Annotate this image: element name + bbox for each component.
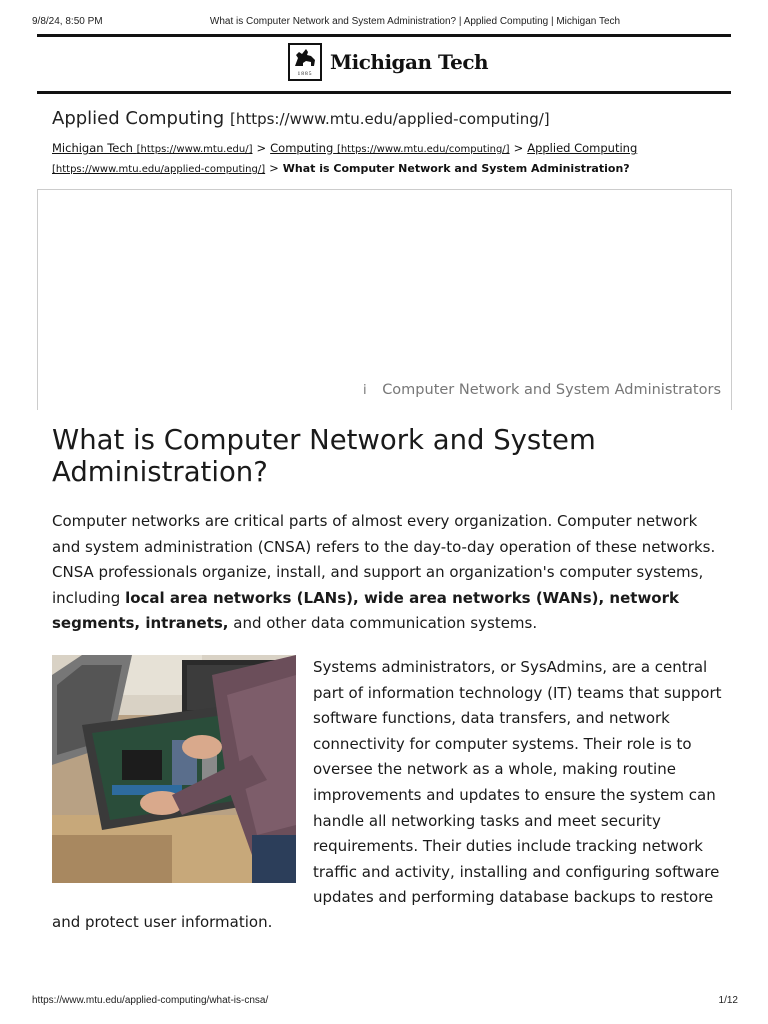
logo-wordmark: Michigan Tech (330, 50, 489, 74)
breadcrumb-separator: > (269, 161, 279, 175)
breadcrumb-separator: > (256, 141, 267, 155)
breadcrumb-current: What is Computer Network and System Administration? (282, 162, 630, 175)
breadcrumb-item-michigan-tech[interactable]: Michigan Tech [https://www.mtu.edu/] (52, 141, 253, 155)
sysadmin-paragraph: Systems administrators, or SysAdmins, are a central part of information technology (IT) teams that support software functions, data transfers, and network connectivity for computer systems. Their role is to oversee the network as a whole, making routine improvements and updates to ensure the system can handle all networking tasks and meet security requirements. Their duties include tracking network traffic and activity, installing and configuring software updates and performing database backups to restore (313, 658, 722, 907)
site-title-url: [https://www.mtu.edu/applied-computing/] (229, 110, 550, 128)
michigan-tech-logo-link[interactable] (288, 43, 488, 81)
header-rule-bottom (37, 91, 731, 94)
intro-paragraph: Computer networks are critical parts of almost every organization. Computer network and system administration (CNSA) refers to the day-to-day operation of these networks. CNSA professionals organize, install, and support an organization's computer systems, including local area networks (LANs), wide area networks (WANs), network segments, intranets, and other data communication systems. (52, 512, 716, 633)
print-page-number: 1/12 (718, 995, 738, 1006)
sysadmin-paragraph-end: and protect user information. (52, 913, 273, 931)
print-page-title: What is Computer Network and System Administration? | Applied Computing | Michigan Tech (209, 16, 621, 27)
header-rule-top (37, 34, 731, 37)
site-title-label[interactable]: Applied Computing (52, 108, 225, 129)
print-header (32, 16, 738, 30)
sysadmin-photo (52, 655, 296, 883)
banner-caption: Computer Network and System Administrators (382, 382, 721, 398)
print-url: https://www.mtu.edu/applied-computing/what-is-cnsa/ (32, 995, 269, 1006)
breadcrumb-separator: > (513, 141, 524, 155)
page-title: What is Computer Network and System Administration? (52, 424, 596, 488)
site-title[interactable] (52, 108, 550, 129)
intro-bold-terms: local area networks (LANs), wide area networks (WANs), network segments, intranets, (52, 588, 679, 633)
breadcrumb-item-computing[interactable]: Computing [https://www.mtu.edu/computing/] (270, 141, 510, 155)
info-icon[interactable]: i (363, 383, 367, 398)
print-datetime: 9/8/24, 8:50 PM (32, 16, 103, 27)
logo-year: 1885 (297, 71, 313, 77)
print-footer (32, 995, 738, 1009)
breadcrumb (52, 139, 732, 179)
hero-banner (37, 189, 732, 410)
breadcrumb-item-applied-computing[interactable]: Applied Computing [https://www.mtu.edu/applied-computing/] (52, 141, 638, 175)
husky-logo-icon (288, 43, 322, 81)
